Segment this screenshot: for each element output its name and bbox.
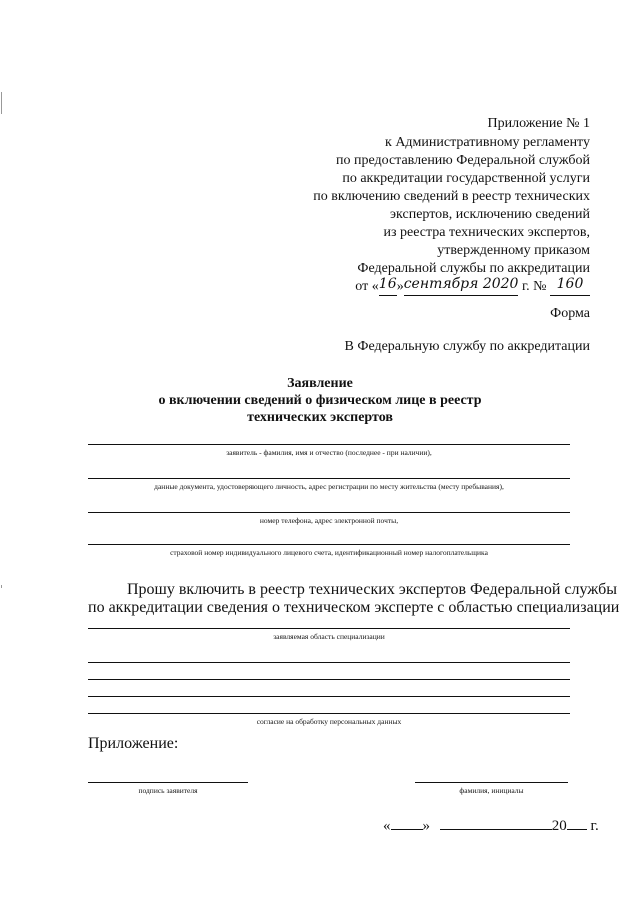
appendix-title: Приложение № 1 (487, 116, 590, 131)
applicant-name-line[interactable] (88, 444, 570, 445)
name-initials-line[interactable] (415, 782, 568, 783)
specialization-line[interactable] (88, 628, 570, 629)
date-month-field[interactable] (440, 829, 552, 830)
date-line (383, 818, 599, 835)
heading-line1: о включении сведений о физическом лице в реестр (158, 393, 482, 408)
form-label: Форма (550, 306, 590, 321)
date-century: 20 (551, 818, 567, 834)
scan-edge-dot (1, 585, 2, 588)
specialization-caption: заявляемая область специализации (273, 632, 385, 641)
order-close-quote: » (396, 279, 404, 294)
appendix-line: по предоставлению Федеральной службой (335, 153, 590, 168)
contact-line[interactable] (88, 512, 570, 513)
order-reference (355, 278, 590, 296)
request-line2: по аккредитации сведения о техническом эксперте с областью специализации (88, 599, 620, 616)
order-day: 16 (378, 276, 397, 292)
date-close-quote: » (422, 818, 430, 834)
order-prefix: от « (355, 279, 379, 294)
snils-inn-line[interactable] (88, 544, 570, 545)
appendix-line: по аккредитации государственной услуги (342, 171, 590, 186)
date-year-field[interactable] (567, 829, 587, 830)
signature-caption: подпись заявителя (138, 786, 198, 795)
date-day-field[interactable] (391, 829, 423, 830)
blank-line[interactable] (88, 679, 570, 680)
document-data-caption: данные документа, удостоверяющего личность, адрес регистрации по месту жительства (месту пребывания), (154, 482, 504, 491)
appendix-line: по включению сведений в реестр технических (313, 189, 590, 204)
order-number: 160 (556, 276, 584, 292)
appendix-line: утвержденному приказом (437, 243, 590, 258)
consent-line[interactable] (88, 713, 570, 714)
appendix-line: из реестра технических экспертов, (383, 225, 590, 240)
contact-caption: номер телефона, адрес электронной почты, (259, 516, 399, 525)
appendix-line: к Административному регламенту (385, 135, 590, 150)
signature-line[interactable] (88, 782, 248, 783)
appendix-line: Федеральной службы по аккредитации (357, 261, 590, 276)
order-month-year: сентября 2020 (403, 276, 519, 292)
scan-edge-mark (1, 92, 2, 114)
heading-line2: технических экспертов (247, 410, 393, 425)
appendix-line: экспертов, исключению сведений (390, 207, 590, 222)
date-open-quote: « (383, 818, 391, 834)
date-year-suffix: г. (590, 818, 599, 834)
applicant-name-caption: заявитель - фамилия, имя и отчество (последнее - при наличии), (226, 448, 432, 457)
document-data-line[interactable] (88, 478, 570, 479)
heading-title: Заявление (287, 376, 353, 391)
order-year-suffix: г. № (521, 279, 547, 294)
request-line1: Прошу включить в реестр технических экспертов Федеральной службы (127, 581, 618, 598)
blank-line[interactable] (88, 696, 570, 697)
snils-inn-caption: страховой номер индивидуального лицевого счета, идентификационный номер налогоплательщика (170, 548, 488, 557)
name-initials-caption: фамилия, инициалы (459, 786, 524, 795)
addressee: В Федеральную службу по аккредитации (344, 339, 590, 354)
attachment-label: Приложение: (88, 735, 179, 752)
consent-caption: согласие на обработку персональных данных (256, 717, 402, 726)
blank-line[interactable] (88, 662, 570, 663)
